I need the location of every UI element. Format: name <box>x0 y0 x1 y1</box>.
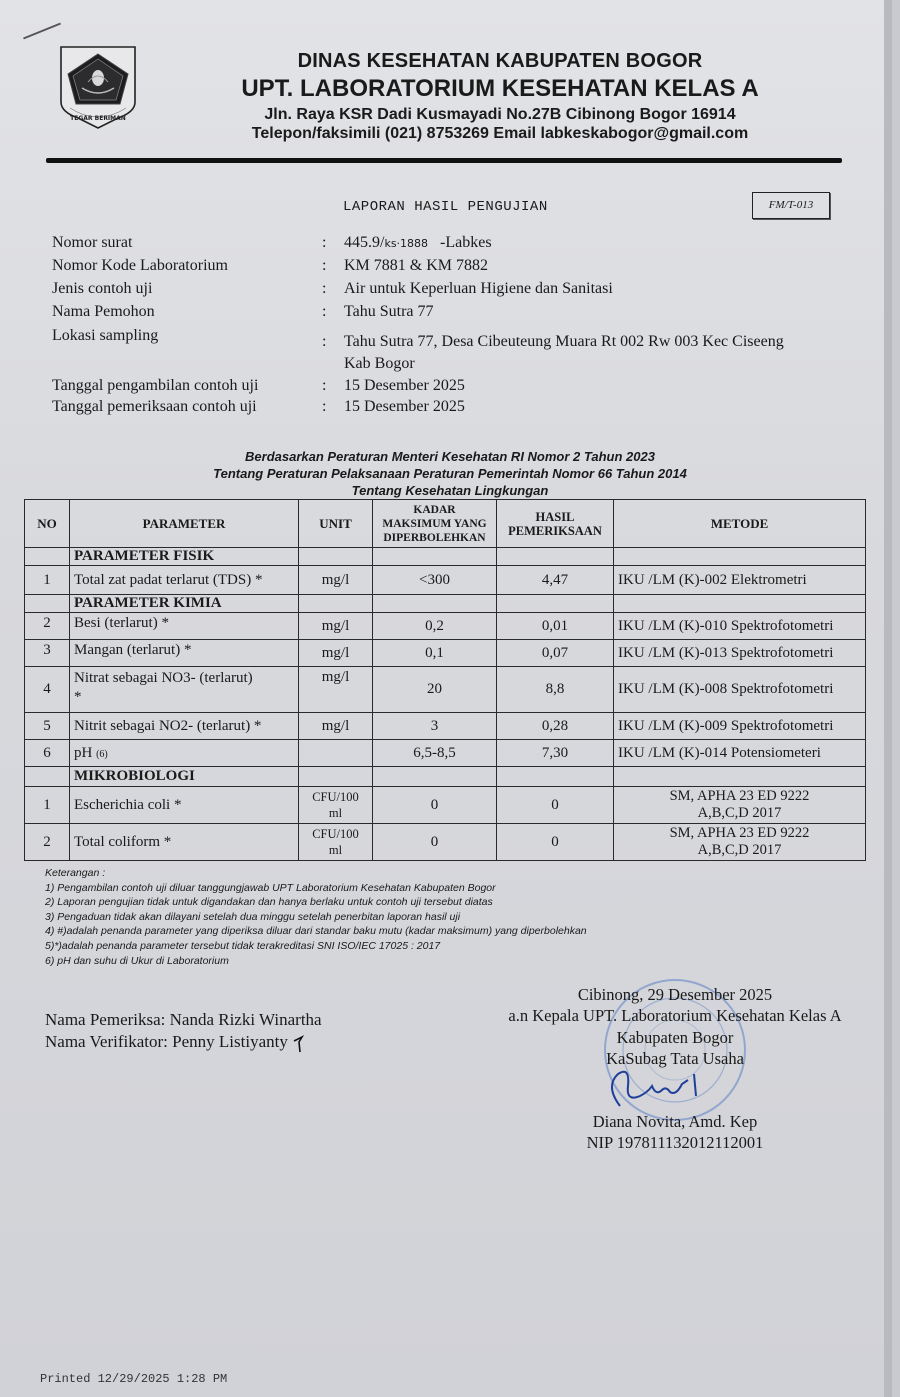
info-value: Tahu Sutra 77, Desa Cibeuteung Muara Rt 002 Rw 003 Kec Ciseeng <box>344 333 784 350</box>
cell-no: 5 <box>25 713 70 740</box>
cell-parameter: Escherichia coli * <box>70 787 299 824</box>
cell-unit: mg/l <box>299 667 373 713</box>
info-value: 15 Desember 2025 <box>344 398 465 415</box>
verifier-text: Nama Verifikator: Penny Listiyanty <box>45 1032 288 1051</box>
empty-cell <box>25 767 70 787</box>
info-colon: : <box>322 398 327 415</box>
table-row <box>25 713 866 740</box>
table-row <box>25 740 866 767</box>
cell-result: 0,01 <box>497 613 614 640</box>
cell-parameter: Mangan (terlarut) * <box>70 640 299 667</box>
info-label: Lokasi sampling <box>52 327 159 344</box>
cell-max: 0,1 <box>373 640 497 667</box>
cell-max: 3 <box>373 713 497 740</box>
section-row-microbiology <box>25 767 866 787</box>
lab-address: Jln. Raya KSR Dadi Kusmayadi No.27B Cibinong Bogor 16914 <box>264 106 736 123</box>
info-label: Jenis contoh uji <box>52 280 153 297</box>
cell-parameter-line: Nitrat sebagai NO3- (terlarut) <box>74 670 253 686</box>
on-behalf-of: a.n Kepala UPT. Laboratorium Kesehatan Kelas A <box>508 1006 842 1026</box>
info-colon: : <box>322 303 327 320</box>
cell-unit-line: CFU/100 <box>312 790 359 804</box>
table-row <box>25 566 866 595</box>
lab-contact: Telepon/faksimili (021) 8753269 Email labkeskabogor@gmail.com <box>251 125 749 142</box>
cell-method-line: SM, APHA 23 ED 9222 <box>669 788 810 804</box>
cell-no: 1 <box>25 566 70 595</box>
cell-method <box>614 787 866 824</box>
cell-parameter: Total coliform * <box>70 824 299 861</box>
empty-cell <box>373 548 497 566</box>
header-result-line: HASIL <box>535 509 575 524</box>
table-row <box>25 613 866 640</box>
cell-max: 0 <box>373 787 497 824</box>
info-value: KM 7881 & KM 7882 <box>344 257 489 274</box>
empty-cell <box>299 767 373 787</box>
cell-max: 0 <box>373 824 497 861</box>
section-row-physical <box>25 548 866 566</box>
info-label: Tanggal pengambilan contoh uji <box>52 377 259 394</box>
table-row <box>25 640 866 667</box>
letter-number-handwritten: ks·1888 <box>384 237 429 250</box>
empty-cell <box>25 595 70 613</box>
basis-line: Tentang Kesehatan Lingkungan <box>351 483 549 498</box>
cell-method-line: SM, APHA 23 ED 9222 <box>669 825 810 841</box>
section-title: PARAMETER FISIK <box>70 548 299 566</box>
cell-parameter-text: pH <box>74 744 93 761</box>
note-item: 4) #)adalah penanda parameter yang diperiksa diluar dari standar baku mutu (kadar maksimum) yang diperbolehkan <box>45 925 587 938</box>
cell-parameter-line: * <box>74 689 82 705</box>
header-result <box>497 500 614 548</box>
cell-unit <box>299 740 373 767</box>
header-max-level-line: DIPERBOLEHKAN <box>383 531 486 544</box>
report-title: LAPORAN HASIL PENGUJIAN <box>343 199 548 215</box>
table-row <box>25 667 866 713</box>
regency: Kabupaten Bogor <box>616 1027 734 1047</box>
cell-parameter: Total zat padat terlarut (TDS) * <box>70 566 299 595</box>
info-value: 15 Desember 2025 <box>344 377 465 394</box>
regency-emblem-icon <box>58 44 138 130</box>
empty-cell <box>299 548 373 566</box>
info-value <box>344 234 492 252</box>
agency-name: DINAS KESEHATAN KABUPATEN BOGOR <box>297 50 703 72</box>
cell-method: IKU /LM (K)-002 Elektrometri <box>614 566 866 595</box>
letterhead-divider <box>46 158 842 163</box>
empty-cell <box>25 548 70 566</box>
notes-title: Keterangan : <box>45 867 106 879</box>
cell-no: 4 <box>25 667 70 713</box>
header-max-level <box>373 500 497 548</box>
info-label: Nomor surat <box>52 234 133 251</box>
info-colon: : <box>322 377 327 394</box>
cell-max: 20 <box>373 667 497 713</box>
note-item: 5)*)adalah penanda parameter tersebut tidak terakreditasi SNI ISO/IEC 17025 : 2017 <box>45 939 441 952</box>
cell-parameter-sub: (6) <box>96 748 108 760</box>
empty-cell <box>299 595 373 613</box>
signer-nip: NIP 197811132012112001 <box>586 1133 764 1153</box>
cell-no: 1 <box>25 787 70 824</box>
table-header-row <box>25 500 866 548</box>
cell-parameter: Nitrit sebagai NO2- (terlarut) * <box>70 713 299 740</box>
cell-method: IKU /LM (K)-008 Spektrofotometri <box>614 667 866 713</box>
info-value: Air untuk Keperluan Higiene dan Sanitasi <box>344 280 613 297</box>
examiner-block <box>45 1009 322 1053</box>
note-item: 1) Pengambilan contoh uji diluar tanggungjawab UPT Laboratorium Kesehatan Kabupaten Bogor <box>45 881 496 894</box>
cell-method: IKU /LM (K)-013 Spektrofotometri <box>614 640 866 667</box>
cell-method <box>614 824 866 861</box>
regulation-basis <box>150 448 750 499</box>
cell-result: 0,28 <box>497 713 614 740</box>
empty-cell <box>614 767 866 787</box>
info-colon: : <box>322 280 327 297</box>
signer-position: KaSubag Tata Usaha <box>606 1048 744 1068</box>
basis-line: Berdasarkan Peraturan Menteri Kesehatan RI Nomor 2 Tahun 2023 <box>245 449 655 464</box>
cell-unit-line: ml <box>328 843 343 857</box>
cell-no: 2 <box>25 824 70 861</box>
notes <box>45 866 587 968</box>
note-item: 2) Laporan pengujian tidak untuk digandakan dan hanya berlaku untuk contoh uji tersebut diatas <box>45 896 493 909</box>
form-code-box: FM/T-013 <box>752 192 830 219</box>
section-row-chemical <box>25 595 866 613</box>
cell-method-line: A,B,C,D 2017 <box>697 842 782 858</box>
info-colon: : <box>322 234 327 251</box>
print-timestamp: Printed 12/29/2025 1:28 PM <box>40 1372 228 1386</box>
cell-result: 0,07 <box>497 640 614 667</box>
cell-unit: mg/l <box>299 640 373 667</box>
cell-max: <300 <box>373 566 497 595</box>
cell-unit: mg/l <box>299 713 373 740</box>
cell-unit: mg/l <box>299 566 373 595</box>
cell-max: 0,2 <box>373 613 497 640</box>
note-item: 6) pH dan suhu di Ukur di Laboratorium <box>45 954 229 967</box>
cell-result: 0 <box>497 824 614 861</box>
info-label: Nomor Kode Laboratorium <box>52 257 228 274</box>
table-row <box>25 787 866 824</box>
info-value-line2: Kab Bogor <box>344 355 415 372</box>
basis-line: Tentang Peraturan Pelaksanaan Peraturan Pemerintah Nomor 66 Tahun 2014 <box>213 466 687 481</box>
empty-cell <box>373 595 497 613</box>
header-parameter: PARAMETER <box>70 500 299 548</box>
info-label: Tanggal pemeriksaan contoh uji <box>52 398 257 415</box>
place-date: Cibinong, 29 Desember 2025 <box>577 985 773 1004</box>
logo-motto: TEGAR BERIMAN <box>70 115 126 122</box>
cell-method: IKU /LM (K)-014 Potensiometeri <box>614 740 866 767</box>
cell-method-line: A,B,C,D 2017 <box>697 805 782 821</box>
results-table <box>24 499 866 861</box>
section-title: MIKROBIOLOGI <box>70 767 299 787</box>
empty-cell <box>497 767 614 787</box>
letter-number-suffix: -Labkes <box>428 234 492 251</box>
cell-no: 3 <box>25 640 70 667</box>
info-label: Nama Pemohon <box>52 303 155 320</box>
empty-cell <box>614 548 866 566</box>
section-title: PARAMETER KIMIA <box>70 595 299 613</box>
verifier-name <box>45 1031 322 1053</box>
empty-cell <box>373 767 497 787</box>
cell-unit-line: CFU/100 <box>312 827 359 841</box>
page-edge <box>884 0 892 1397</box>
cell-parameter <box>70 740 299 767</box>
letter-number-prefix: 445.9/ <box>344 234 385 251</box>
cell-result: 8,8 <box>497 667 614 713</box>
empty-cell <box>497 595 614 613</box>
cell-unit: mg/l <box>299 613 373 640</box>
cell-result: 0 <box>497 787 614 824</box>
cell-result: 7,30 <box>497 740 614 767</box>
header-method: METODE <box>614 500 866 548</box>
note-item: 3) Pengaduan tidak akan dilayani setelah dua minggu setelah penerbitan laporan hasil uji <box>45 910 461 923</box>
handwritten-signature-icon <box>600 1066 710 1112</box>
examiner-name: Nama Pemeriksa: Nanda Rizki Winartha <box>45 1010 322 1029</box>
pencil-mark <box>23 23 61 40</box>
letterhead <box>200 50 800 143</box>
empty-cell <box>614 595 866 613</box>
cell-method: IKU /LM (K)-010 Spektrofotometri <box>614 613 866 640</box>
empty-cell <box>497 548 614 566</box>
cell-max: 6,5-8,5 <box>373 740 497 767</box>
cell-unit <box>299 787 373 824</box>
cell-parameter <box>70 667 299 713</box>
cell-no: 6 <box>25 740 70 767</box>
header-max-level-line: MAKSIMUM YANG <box>382 517 487 530</box>
lab-name: UPT. LABORATORIUM KESEHATAN KELAS A <box>241 75 759 102</box>
cell-unit-line: ml <box>328 806 343 820</box>
header-result-line: PEMERIKSAAN <box>508 523 602 538</box>
header-unit: UNIT <box>299 500 373 548</box>
table-row <box>25 824 866 861</box>
info-value: Tahu Sutra 77 <box>344 303 434 320</box>
cell-result: 4,47 <box>497 566 614 595</box>
cell-method: IKU /LM (K)-009 Spektrofotometri <box>614 713 866 740</box>
info-colon: : <box>322 257 327 274</box>
info-colon: : <box>322 333 327 350</box>
cell-no: 2 <box>25 613 70 640</box>
cell-parameter: Besi (terlarut) * <box>70 613 299 640</box>
signer-name: Diana Novita, Amd. Kep <box>592 1112 758 1132</box>
header-max-level-line: KADAR <box>413 503 456 516</box>
cell-unit <box>299 824 373 861</box>
initial-mark-icon <box>292 1035 304 1053</box>
header-no: NO <box>25 500 70 548</box>
